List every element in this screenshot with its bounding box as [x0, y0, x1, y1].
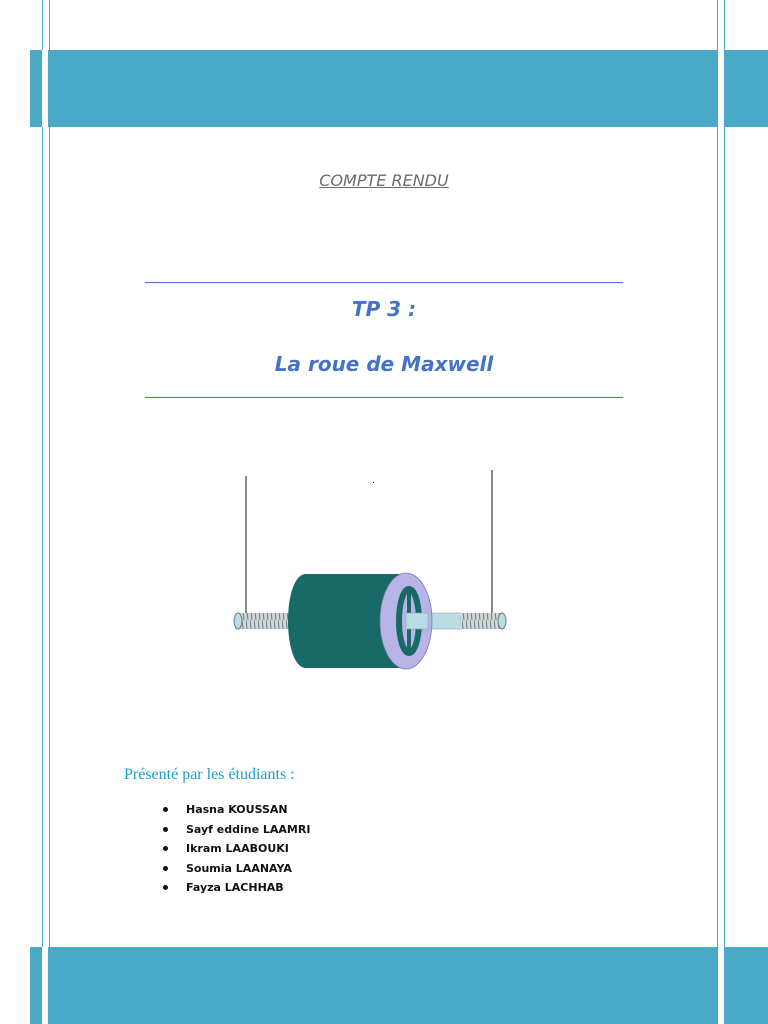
student-name: Soumia LAANAYA [186, 861, 292, 875]
student-name: Ikram LAABOUKI [186, 842, 289, 855]
header-band [30, 50, 768, 127]
bullet-icon [163, 866, 168, 871]
left-axle [236, 613, 294, 629]
maxwell-wheel-illustration [226, 460, 516, 685]
footer-band [30, 947, 768, 1024]
right-axle-threaded [460, 613, 502, 629]
presented-by-label: Présenté par les étudiants : [124, 766, 295, 783]
list-item [160, 820, 310, 840]
frame-line-left-outer [42, 0, 43, 1024]
bullet-icon [163, 827, 168, 832]
title-rule-bottom [145, 397, 623, 398]
bullet-icon [163, 846, 168, 851]
student-name: Sayf eddine LAAMRI [186, 822, 311, 836]
frame-line-left-inner [49, 0, 50, 1024]
title-rule-top [145, 282, 623, 283]
experiment-title: La roue de Maxwell [274, 352, 494, 376]
bullet-icon [163, 885, 168, 890]
student-name: Hasna KOUSSAN [186, 803, 288, 816]
frame-line-right-inner [717, 0, 718, 1024]
bullet-icon [163, 807, 168, 812]
list-item [160, 839, 310, 859]
frame-line-right-outer [724, 0, 725, 1024]
student-list [160, 800, 310, 898]
list-item [160, 859, 310, 879]
student-name: Fayza LACHHAB [186, 881, 284, 894]
tp-number-title: TP 3 : [351, 297, 417, 321]
report-label: COMPTE RENDU [319, 171, 449, 190]
list-item [160, 800, 310, 820]
list-item [160, 878, 310, 898]
